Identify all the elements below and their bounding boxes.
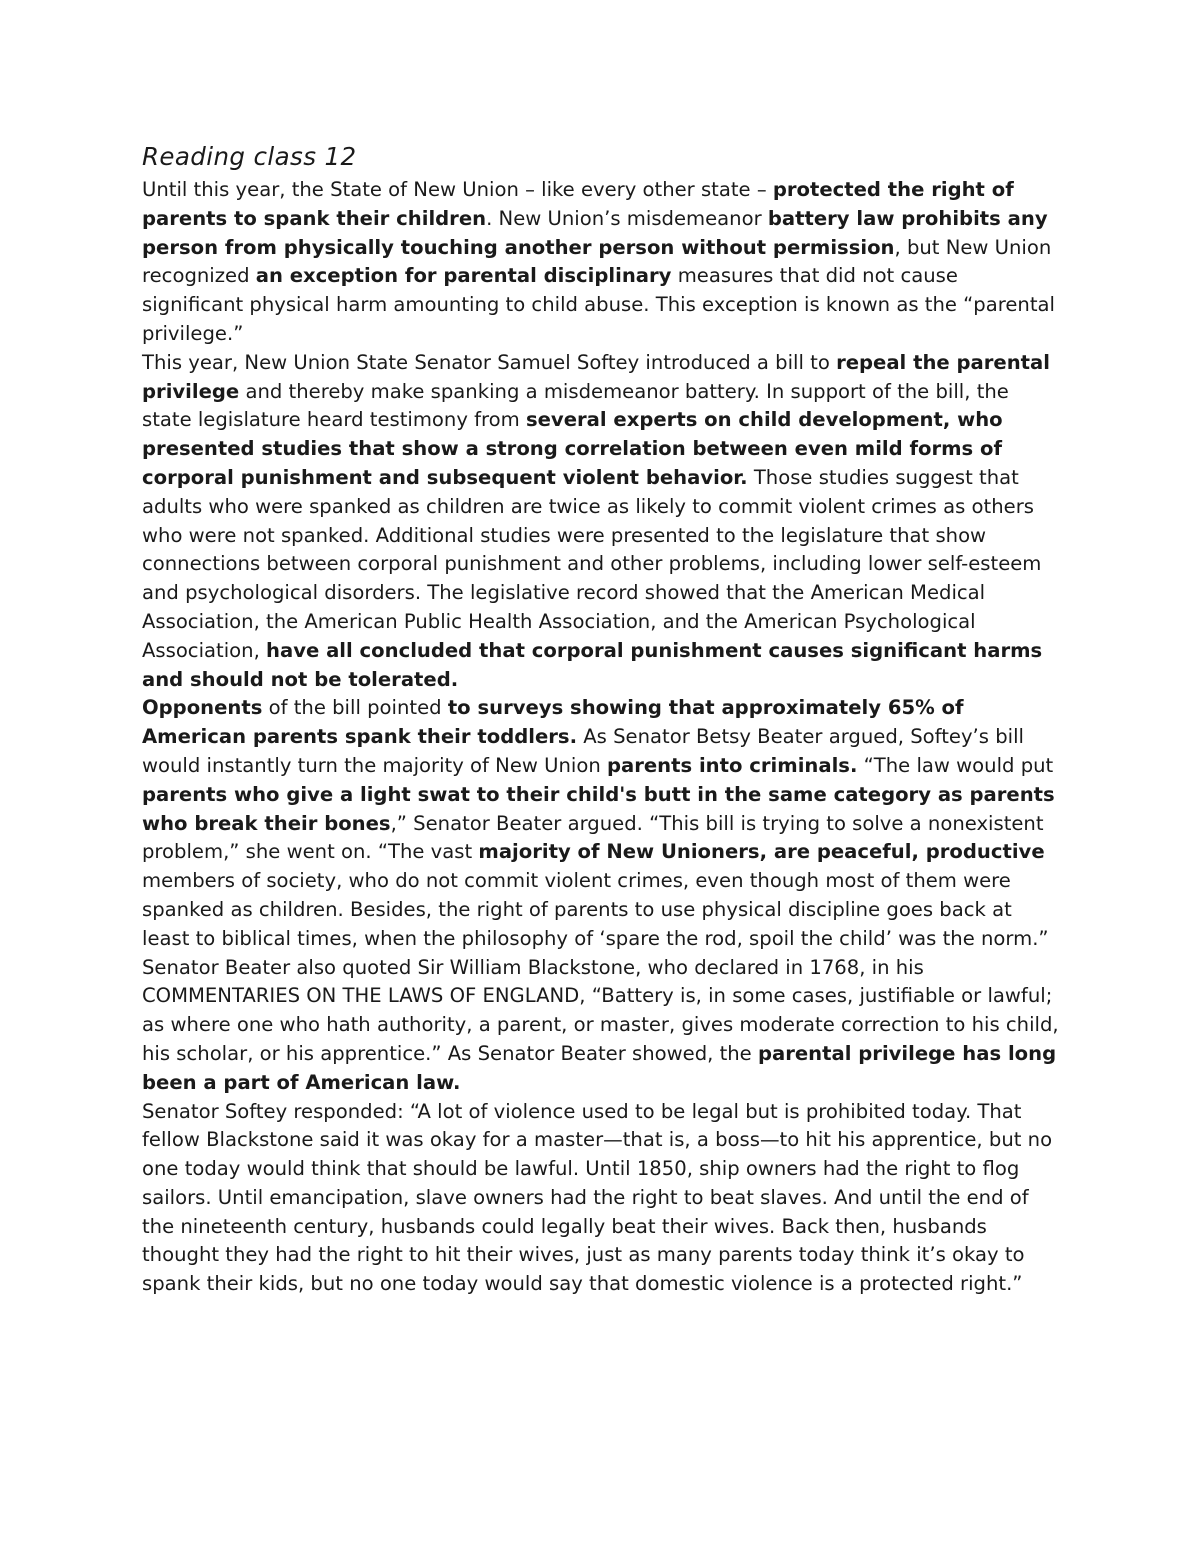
- bold-text: battery law prohibits any person from physically touching another person without permission: [142, 206, 1048, 259]
- paragraph: [142, 349, 1062, 695]
- document-body: [142, 176, 1062, 1299]
- bold-text: parents into criminals.: [606, 753, 858, 777]
- text-span: Until this year, the State of New Union – like every other state –: [142, 178, 773, 201]
- text-span: “The law would put: [857, 753, 1054, 777]
- bold-text: protected the right of parents to spank their children: [142, 178, 1014, 230]
- text-span: This year, New Union State Senator Samuel Softey introduced a bill to: [142, 350, 837, 374]
- bold-text: have all concluded that corporal punishment causes significant harms and should not be tolerated.: [142, 638, 1043, 691]
- bold-text: Opponents: [142, 696, 263, 720]
- document-page: [142, 140, 1062, 1299]
- bold-text: majority of New Unioners, are peaceful, productive: [478, 840, 1045, 864]
- text-span: of the bill pointed: [262, 696, 448, 720]
- text-span: Those studies suggest that adults who were spanked as children are twice as likely to commit violent crimes as others who were not spanked. Additional studies were presented to the legislature that show connections between corporal punishment and other problems, including lower self-esteem and psychological disorders. The legislative record showed that the American Medical Association, the American Public Health Association, and the American Psychological Association,: [142, 465, 1042, 662]
- paragraph: [142, 176, 1062, 349]
- document-title: Reading class 12: [142, 142, 357, 171]
- bold-text: parental privilege has long been a part of American law.: [142, 1041, 1057, 1094]
- text-span: ,” Senator Beater argued. “This bill is trying to solve a nonexistent problem,” she went on. “The vast: [142, 811, 1044, 864]
- bold-text: parents who give a light swat to their child's butt in the same category as parents who break their bones: [142, 782, 1055, 835]
- bold-text: repeal the parental privilege: [142, 350, 1050, 403]
- text-span: measures that did not cause significant physical harm amounting to child abuse. This exception is known as the “parental privilege.”: [142, 264, 1055, 345]
- bold-text: to surveys showing that approximately 65% of American parents spank their toddlers.: [142, 696, 964, 749]
- paragraph: [142, 1098, 1062, 1300]
- text-span: Senator Softey responded: “A lot of violence used to be legal but is prohibited today. That fellow Blackstone said it was okay for a master—that is, a boss—to hit his apprentice, but no one today would think that should be lawful. Until 1850, ship owners had the right to flog sailors. Until emancipation, slave owners had the right to beat slaves. And until the end of the nineteenth century, husbands could legally beat their wives. Back then, husbands thought they had the right to hit their wives, just as many parents today think it’s okay to spank their kids, but no one today would say that domestic violence is a protected right.”: [142, 1099, 1053, 1296]
- text-span: , but New Union recognized: [142, 235, 1052, 288]
- text-span: As Senator Betsy Beater argued, Softey’s bill would instantly turn the majority of New Union: [142, 725, 1024, 777]
- text-span: . New Union’s misdemeanor: [486, 206, 768, 230]
- text-span: and thereby make spanking a misdemeanor battery. In support of the bill, the state legislature heard testimony from: [142, 379, 1009, 432]
- text-span: members of society, who do not commit violent crimes, even though most of them were spanked as children. Besides, the right of parents to use physical discipline goes back at least to biblical times, when the philosophy of ‘spare the rod, spoil the child’ was the norm.” Senator Beater also quoted Sir William Blackstone, who declared in 1768, in his COMMENTARIES ON THE LAWS OF ENGLAND, “Battery is, in some cases, justifiable or lawful; as where one who hath authority, a parent, or master, gives moderate correction to his child, his scholar, or his apprentice.” As Senator Beater showed, the: [142, 869, 1059, 1065]
- bold-text: several experts on child development, who presented studies that show a strong correlation between even mild forms of corporal punishment and subsequent violent behavior.: [142, 408, 1003, 489]
- bold-text: an exception for parental disciplinary: [255, 264, 672, 288]
- paragraph: [142, 694, 1062, 1097]
